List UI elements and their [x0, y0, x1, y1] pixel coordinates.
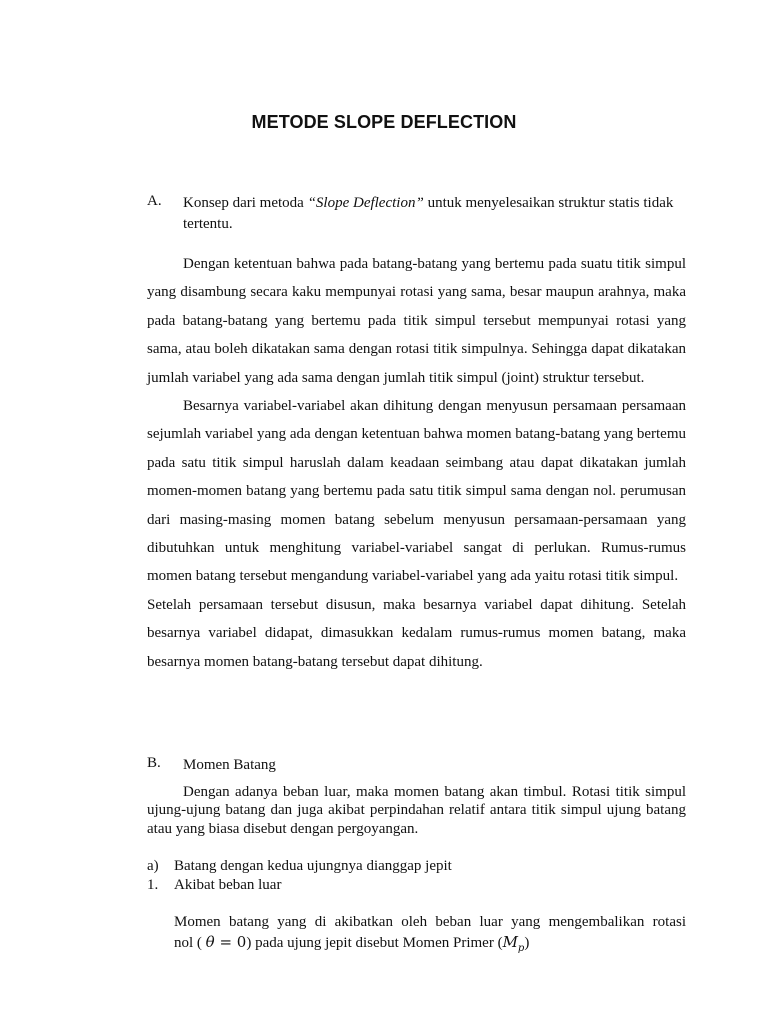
theta-symbol: θ: [205, 933, 215, 951]
section-a-title: [183, 193, 687, 235]
page-title: METODE SLOPE DEFLECTION: [251, 112, 517, 132]
section-a-title-italic: “Slope Deflection”: [307, 195, 424, 211]
theta-equals-zero: = 0: [214, 933, 247, 951]
momen-primer-line-1: Momen batang yang di akibatkan oleh beban luar yang mengembalikan rotasi: [174, 914, 686, 930]
section-a-body: [147, 250, 686, 676]
momen-primer-line-2: [174, 932, 686, 959]
momen-primer-mid: ) pada ujung jepit disebut Momen Primer (: [246, 935, 503, 951]
section-a-title-pre: Konsep dari metoda: [183, 195, 308, 211]
list-marker-1: 1.: [147, 877, 159, 893]
momen-primer-paragraph: [174, 912, 686, 959]
momen-primer-pre: nol (: [174, 935, 202, 951]
moment-symbol: M: [502, 933, 518, 951]
list-marker-a: a): [147, 858, 159, 874]
section-b-paragraph-1: Dengan adanya beban luar, maka momen batang akan timbul. Rotasi titik simpul ujung-ujung batang dan juga akibat perpindahan relatif antara titik simpul ujung batang atau yang biasa disebut dengan pergoyangan.: [147, 784, 686, 837]
section-a-paragraph-1: Dengan ketentuan bahwa pada batang-batang yang bertemu pada suatu titik simpul yang disambung secara kaku mempunyai rotasi yang sama, besar maupun arahnya, maka pada batang-batang yang bertemu pada titik simpul tersebut mempunyai rotasi yang sama, atau boleh dikatakan sama dengan rotasi titik simpulnya. Sehingga dapat dikatakan jumlah variabel yang ada sama dengan jumlah titik simpul (joint) struktur tersebut.: [147, 256, 686, 386]
list-text-a: Batang dengan kedua ujungnya dianggap jepit: [174, 858, 452, 874]
section-b-letter: B.: [147, 755, 161, 771]
section-b-body: [147, 783, 686, 838]
section-a-paragraph-3: Setelah persamaan tersebut disusun, maka besarnya variabel dapat dihitung. Setelah besarnya variabel didapat, dimasukkan kedalam rumus-rumus momen batang, maka besarnya momen batang-batang tersebut dapat dihitung.: [147, 596, 686, 670]
section-b-title: Momen Batang: [183, 757, 276, 773]
section-a-title-post: untuk menyelesaikan struktur statis tidak tertentu.: [183, 195, 674, 232]
list-text-1: Akibat beban luar: [174, 877, 282, 893]
momen-primer-post: ): [524, 935, 530, 951]
moment-subscript: p: [517, 943, 525, 954]
section-a-paragraph-2: Besarnya variabel-variabel akan dihitung dengan menyusun persamaan persamaan sejumlah variabel yang ada dengan ketentuan bahwa momen batang-batang yang bertemu pada satu titik simpul haruslah dalam keadaan seimbang atau dapat dikatakan jumlah momen-momen batang yang bertemu pada satu titik simpul sama dengan nol. perumusan dari masing-masing momen batang sebelum menyusun persamaan-persamaan yang dibutuhkan untuk menghitung variabel-variabel sangat di perlukan. Rumus-rumus momen batang tersebut mengandung variabel-variabel yang ada yaitu rotasi titik simpul.: [147, 398, 686, 585]
section-a-letter: A.: [147, 193, 162, 209]
